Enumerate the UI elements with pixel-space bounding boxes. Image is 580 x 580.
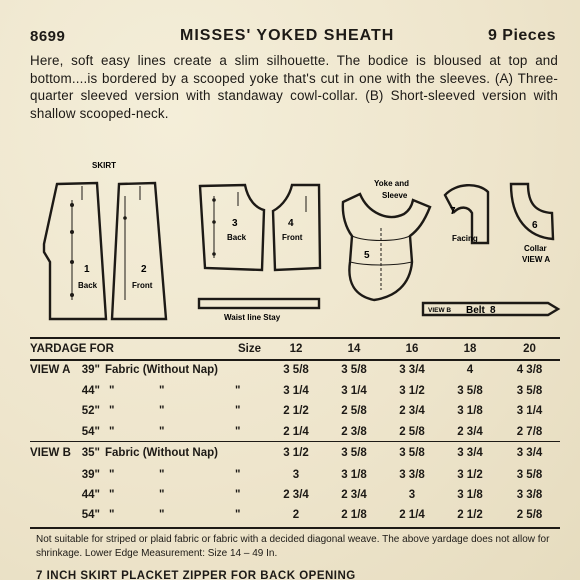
ditto-mark: ": [235, 509, 241, 522]
yardage-value: 3 3/8: [399, 468, 425, 481]
yardage-row: [30, 442, 560, 465]
yardage-header-row: [30, 339, 560, 359]
yardage-value: 2 3/4: [341, 489, 367, 502]
yardage-row: [30, 401, 560, 421]
yardage-value: 3 1/2: [457, 468, 483, 481]
yardage-value: 4: [466, 364, 474, 377]
yardage-row: [30, 359, 560, 381]
ditto-mark: ": [109, 425, 115, 438]
fabric-width: 54": [81, 509, 100, 522]
yardage-value: 3 5/8: [516, 468, 543, 481]
belt-view: VIEW B: [428, 307, 452, 314]
size-header: 16: [405, 343, 419, 356]
yardage-value: 2 5/8: [341, 405, 367, 418]
yardage-title: YARDAGE FOR: [30, 343, 114, 356]
ditto-mark: ": [159, 509, 165, 522]
yardage-value: 3: [408, 489, 416, 502]
fabric-width: 35": [81, 447, 100, 460]
yardage-value: 2 3/8: [341, 425, 367, 438]
ditto-marks: [105, 485, 229, 505]
yardage-row: [30, 465, 560, 485]
yardage-value: 3 1/4: [516, 405, 543, 418]
ditto-mark: ": [159, 405, 165, 418]
bodice-front-piece: [273, 185, 320, 270]
yardage-value: 3 1/2: [283, 447, 309, 460]
pattern-description: Here, soft easy lines create a slim silhouette. The bodice is bloused at top and bottom....is bordered by a scooped yoke that's cut in one with the sleeves. (A) Three-quarter sleeved version with standaway cowl-collar. (B) Short-sleeved version with shallow scooped-neck.: [30, 53, 558, 121]
yardage-value: 3: [292, 468, 300, 481]
ditto-marks: [105, 401, 229, 421]
view-label: [30, 381, 77, 401]
rule-bottom: [30, 527, 560, 529]
yardage-value: 3 1/8: [457, 405, 483, 418]
notions-line: 7 INCH SKIRT PLACKET ZIPPER FOR BACK OPENING: [36, 570, 356, 580]
size-label: Size: [237, 343, 261, 356]
bodice-front-name: Front: [282, 233, 303, 242]
bodice-back-name: Back: [227, 233, 247, 242]
skirt-label: SKIRT: [92, 161, 116, 170]
skirt-front-number: 2: [141, 264, 147, 275]
ditto-mark: ": [109, 405, 115, 418]
facing-number: 7: [450, 206, 456, 217]
fabric-width: 39": [81, 468, 100, 481]
fabric-width: 44": [81, 385, 100, 398]
yardage-row: [30, 485, 560, 505]
ditto-mark: ": [235, 385, 241, 398]
waistline-stay-piece: [199, 299, 319, 308]
skirt-back-number: 1: [84, 264, 90, 275]
yardage-value: 2 3/4: [399, 405, 425, 418]
ditto-mark: ": [159, 385, 165, 398]
yardage-value: 2 5/8: [399, 425, 425, 438]
bodice-back-number: 3: [232, 218, 238, 229]
view-label: [30, 465, 77, 485]
skirt-front-piece: [112, 183, 166, 319]
pattern-number: 8699: [30, 28, 66, 45]
yardage-value: 2 1/2: [283, 405, 309, 418]
yardage-value: 3 3/8: [516, 489, 543, 502]
collar-view: VIEW A: [522, 255, 551, 264]
ditto-mark: ": [159, 468, 165, 481]
belt-number: 8: [490, 305, 496, 316]
ditto-mark: ": [159, 425, 165, 438]
fabric-width: 52": [81, 405, 100, 418]
yardage-value: 3 5/8: [457, 385, 483, 398]
yardage-value: 3 1/8: [341, 468, 367, 481]
yardage-value: 3 5/8: [516, 385, 543, 398]
yardage-value: 3 1/4: [341, 385, 367, 398]
yardage-value: 3 5/8: [341, 364, 367, 377]
yoke-label-line1: Yoke and: [374, 179, 409, 188]
view-label: [30, 422, 77, 442]
yardage-value: 2 3/4: [457, 425, 483, 438]
collar-name: Collar: [524, 244, 547, 253]
yardage-row: [30, 505, 560, 525]
yardage-value: 3 3/4: [399, 364, 425, 377]
view-label: [30, 401, 77, 421]
yardage-value: 2 1/4: [399, 509, 425, 522]
ditto-marks: [105, 381, 229, 401]
yardage-value: 3 1/8: [457, 489, 483, 502]
size-header: 14: [347, 343, 361, 356]
view-label: VIEW A: [30, 364, 71, 377]
fabric-type: Fabric (Without Nap): [105, 364, 218, 377]
ditto-mark: ": [109, 468, 115, 481]
size-header: 12: [289, 343, 303, 356]
yardage-table: [30, 339, 560, 525]
yardage-row: [30, 381, 560, 401]
ditto-marks: [105, 465, 229, 485]
size-header: 18: [463, 343, 477, 356]
skirt-back-piece: [44, 183, 106, 319]
yardage-value: 2 1/4: [283, 425, 309, 438]
yardage-value: 2: [292, 509, 300, 522]
belt-name: Belt: [466, 305, 485, 316]
yoke-label-line2: Sleeve: [382, 191, 408, 200]
piece-count: 9 Pieces: [487, 27, 556, 44]
waistline-stay-label: Waist line Stay: [224, 313, 281, 322]
yardage-value: 3 1/2: [399, 385, 425, 398]
ditto-marks: [105, 505, 229, 525]
bodice-front-number: 4: [288, 218, 294, 229]
skirt-back-name: Back: [78, 281, 98, 290]
yardage-value: 3 5/8: [399, 447, 425, 460]
ditto-mark: ": [235, 405, 241, 418]
ditto-mark: ": [235, 489, 241, 502]
view-label: VIEW B: [30, 447, 71, 460]
size-header: 20: [523, 343, 536, 356]
ditto-mark: ": [109, 489, 115, 502]
ditto-mark: ": [235, 425, 241, 438]
fabric-width: 44": [81, 489, 100, 502]
yardage-value: 3 5/8: [341, 447, 367, 460]
collar-number: 6: [532, 220, 538, 231]
fabric-width: 39": [81, 364, 100, 377]
yardage-value: 4 3/8: [516, 364, 543, 377]
pattern-title: MISSES' YOKED SHEATH: [180, 27, 395, 44]
ditto-mark: ": [109, 385, 115, 398]
ditto-mark: ": [109, 509, 115, 522]
yardage-value: 2 1/2: [457, 509, 483, 522]
yoke-sleeve-number: 5: [364, 250, 370, 261]
skirt-front-name: Front: [132, 281, 153, 290]
ditto-marks: [105, 422, 229, 442]
yardage-value: 3 3/4: [457, 447, 483, 460]
yardage-value: 2 1/8: [341, 509, 367, 522]
fabric-type: Fabric (Without Nap): [105, 447, 218, 460]
fabric-note: Not suitable for striped or plaid fabric or fabric with a decided diagonal weave. The above yardage does not allow for shrinkage. Lower Edge Measurement: Size 14 – 49 In.: [36, 534, 550, 559]
view-label: [30, 505, 77, 525]
ditto-mark: ": [235, 468, 241, 481]
yardage-value: 2 3/4: [283, 489, 309, 502]
yardage-row: [30, 422, 560, 442]
yardage-value: 2 5/8: [516, 509, 543, 522]
yardage-value: 3 5/8: [283, 364, 309, 377]
yardage-value: 2 7/8: [516, 425, 543, 438]
yardage-value: 3 1/4: [283, 385, 309, 398]
facing-name: Facing: [452, 234, 478, 243]
yardage-value: 3 3/4: [516, 447, 543, 460]
fabric-width: 54": [81, 425, 100, 438]
yoke-sleeve-piece: [343, 194, 430, 300]
ditto-mark: ": [159, 489, 165, 502]
view-label: [30, 485, 77, 505]
